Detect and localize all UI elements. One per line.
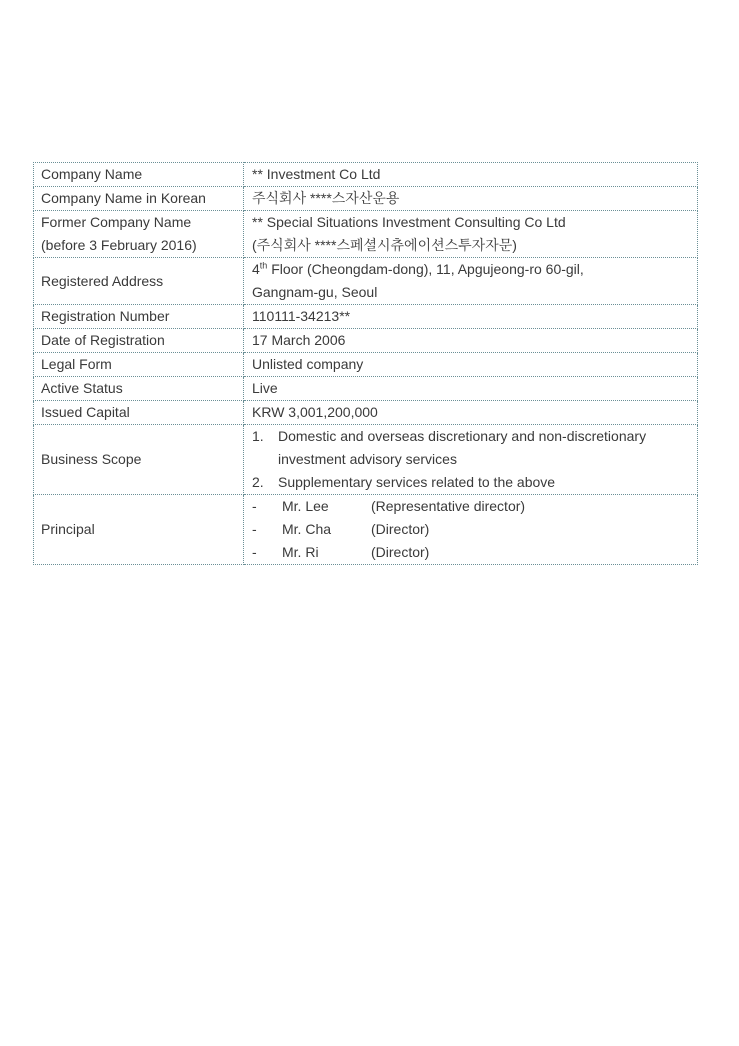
company-info-table [33,162,698,565]
row-value [244,258,698,305]
principal-name: Mr. Ri [282,544,319,560]
principal-role: (Director) [371,544,430,560]
row-label: Legal Form [34,353,244,377]
bullet-dash: - [252,498,257,514]
label-line: (before 3 February 2016) [41,237,197,253]
row-label: Issued Capital [34,401,244,425]
principal-name: Mr. Lee [282,498,329,514]
table-row [34,329,698,353]
address-text: Floor (Cheongdam-dong), 11, Apgujeong-ro 60-gil, [267,261,584,277]
list-item [252,518,690,541]
item-text: Supplementary services related to the above [278,474,556,490]
label-line: Former Company Name [41,214,192,230]
row-value [244,211,698,258]
row-label: Business Scope [34,425,244,495]
row-value: KRW 3,001,200,000 [244,401,698,425]
item-text [278,425,646,471]
address-line: Gangnam-gu, Seoul [252,284,378,300]
table-row [34,495,698,565]
item-number: 2. [252,474,264,490]
principal-role: (Director) [371,521,430,537]
row-label: Principal [34,495,244,565]
list-item [252,495,690,518]
row-value: Live [244,377,698,401]
bullet-dash: - [252,521,257,537]
row-value: 17 March 2006 [244,329,698,353]
row-value [244,495,698,565]
list-item [252,541,690,564]
table-row [34,425,698,495]
item-number: 1. [252,428,264,444]
list-item [252,471,690,494]
row-value: 주식회사 ****스자산운용 [244,187,698,211]
bullet-dash: - [252,544,257,560]
table-row [34,377,698,401]
row-label [34,211,244,258]
item-text-line: Domestic and overseas discretionary and non-discretionary [278,428,647,444]
table-row [34,353,698,377]
row-label: Registered Address [34,258,244,305]
address-line [252,258,690,281]
row-value [244,425,698,495]
table-row [34,211,698,258]
row-label: Registration Number [34,305,244,329]
table-row [34,305,698,329]
table-row [34,187,698,211]
table-row [34,258,698,305]
row-value: ** Investment Co Ltd [244,163,698,187]
row-label: Company Name in Korean [34,187,244,211]
row-value: Unlisted company [244,353,698,377]
floor-ordinal: th [259,260,268,271]
principal-name: Mr. Cha [282,521,332,537]
business-scope-list [252,425,690,494]
list-item [252,425,690,471]
value-line: (주식회사 ****스페셜시츄에이션스투자자문) [252,237,517,253]
row-label: Date of Registration [34,329,244,353]
table-row [34,401,698,425]
row-label: Active Status [34,377,244,401]
principal-role: (Representative director) [371,498,526,514]
principal-list [252,495,690,564]
value-line: ** Special Situations Investment Consulting Co Ltd [252,214,566,230]
row-label: Company Name [34,163,244,187]
row-value: 110111-34213** [244,305,698,329]
item-text-line: investment advisory services [278,451,457,467]
floor-number: 4 [252,261,260,277]
table-row [34,163,698,187]
